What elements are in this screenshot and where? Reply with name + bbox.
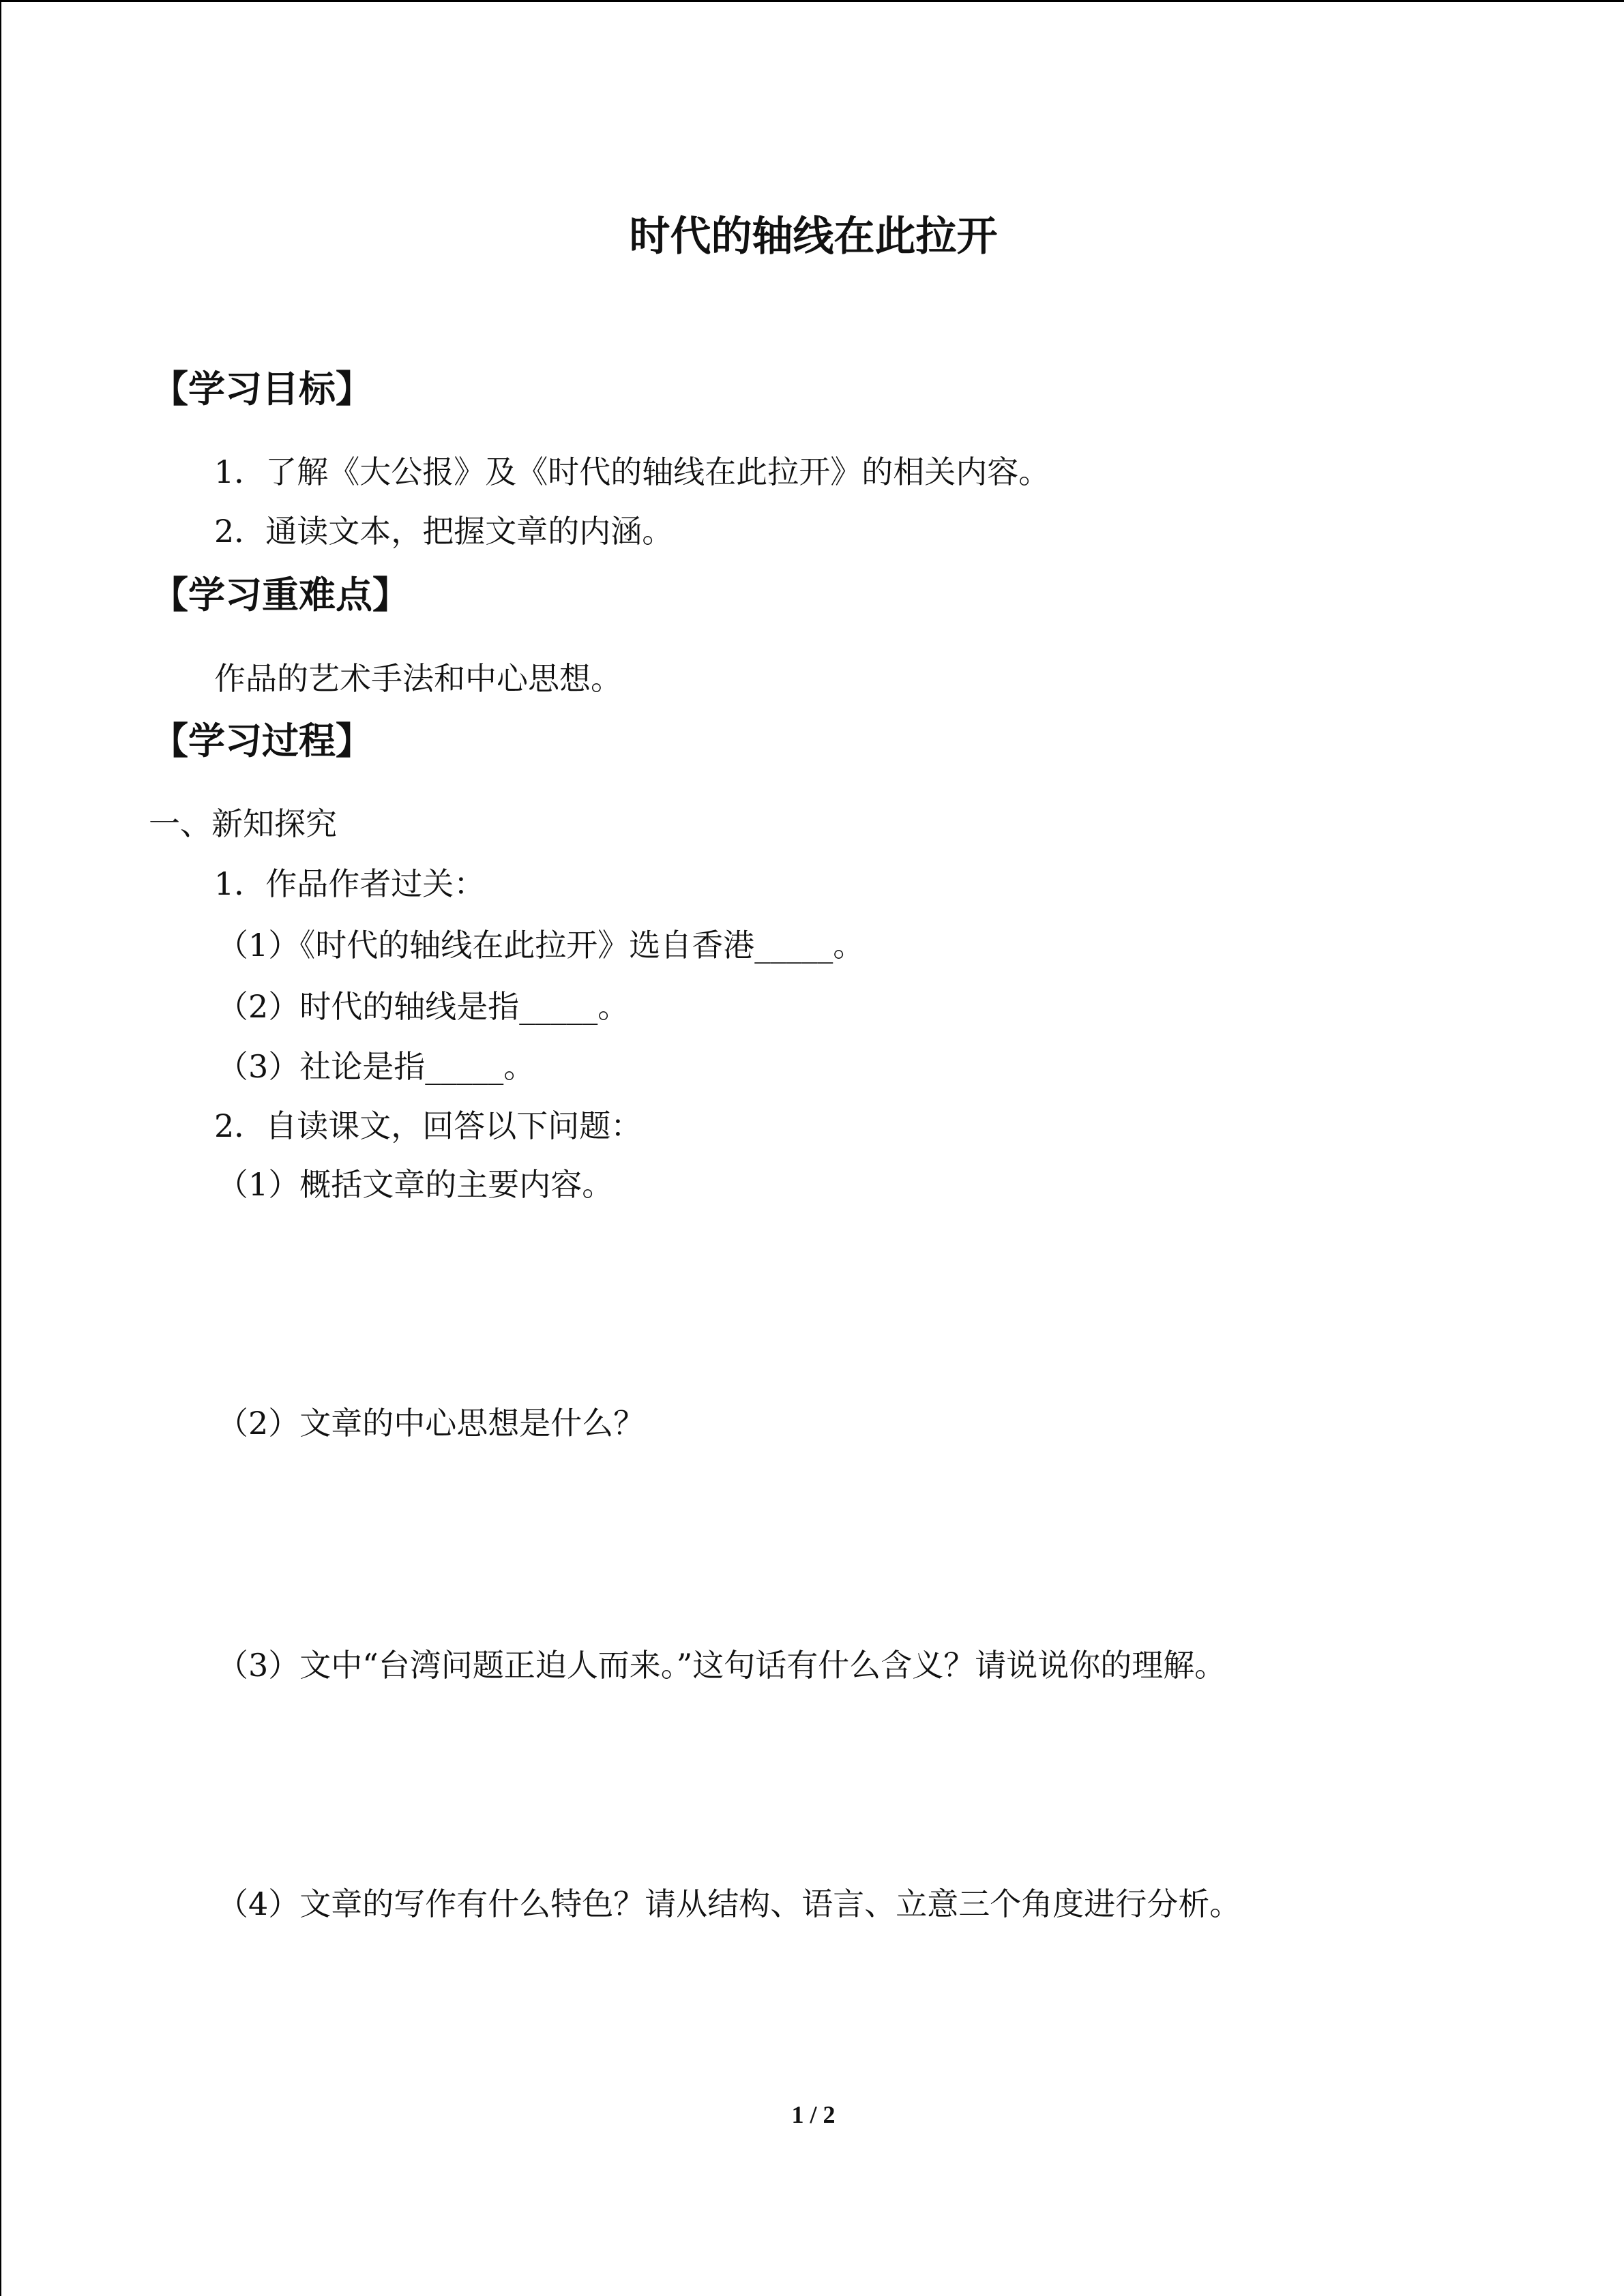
page-number: 1 / 2 (791, 2101, 836, 2128)
goal-item-1: 1．了解《大公报》及《时代的轴线在此拉开》的相关内容。 (214, 453, 1050, 490)
section-heading-goals: 【学习目标】 (151, 368, 372, 411)
question-2-item-4: （4）文章的写作有什么特色？请从结构、语言、立意三个角度进行分析。 (217, 1885, 1241, 1922)
question-2-item-1: （1）概括文章的主要内容。 (217, 1166, 614, 1203)
part-one-heading: 一、新知探究 (149, 805, 337, 842)
question-1-item-2: （2）时代的轴线是指_____。 (217, 988, 630, 1025)
question-1-item-3: （3）社论是指_____。 (217, 1048, 535, 1085)
question-1-item-1: （1）《时代的轴线在此拉开》选自香港_____。 (217, 927, 865, 964)
key-points-text: 作品的艺术手法和中心思想。 (214, 660, 622, 697)
section-heading-process: 【学习过程】 (151, 719, 372, 762)
question-2-item-3: （3）文中“台湾问题正迫人而来。”这句话有什么含义？请说说你的理解。 (217, 1647, 1226, 1684)
question-1: 1．作品作者过关： (214, 865, 486, 902)
question-2-item-2: （2）文章的中心思想是什么？ (217, 1405, 645, 1442)
goal-item-2: 2．通读文本，把握文章的内涵。 (214, 513, 674, 550)
section-heading-key-points: 【学习重难点】 (151, 573, 409, 616)
question-2: 2．自读课文，回答以下问题： (214, 1107, 643, 1144)
document-title: 时代的轴线在此拉开 (629, 213, 998, 260)
